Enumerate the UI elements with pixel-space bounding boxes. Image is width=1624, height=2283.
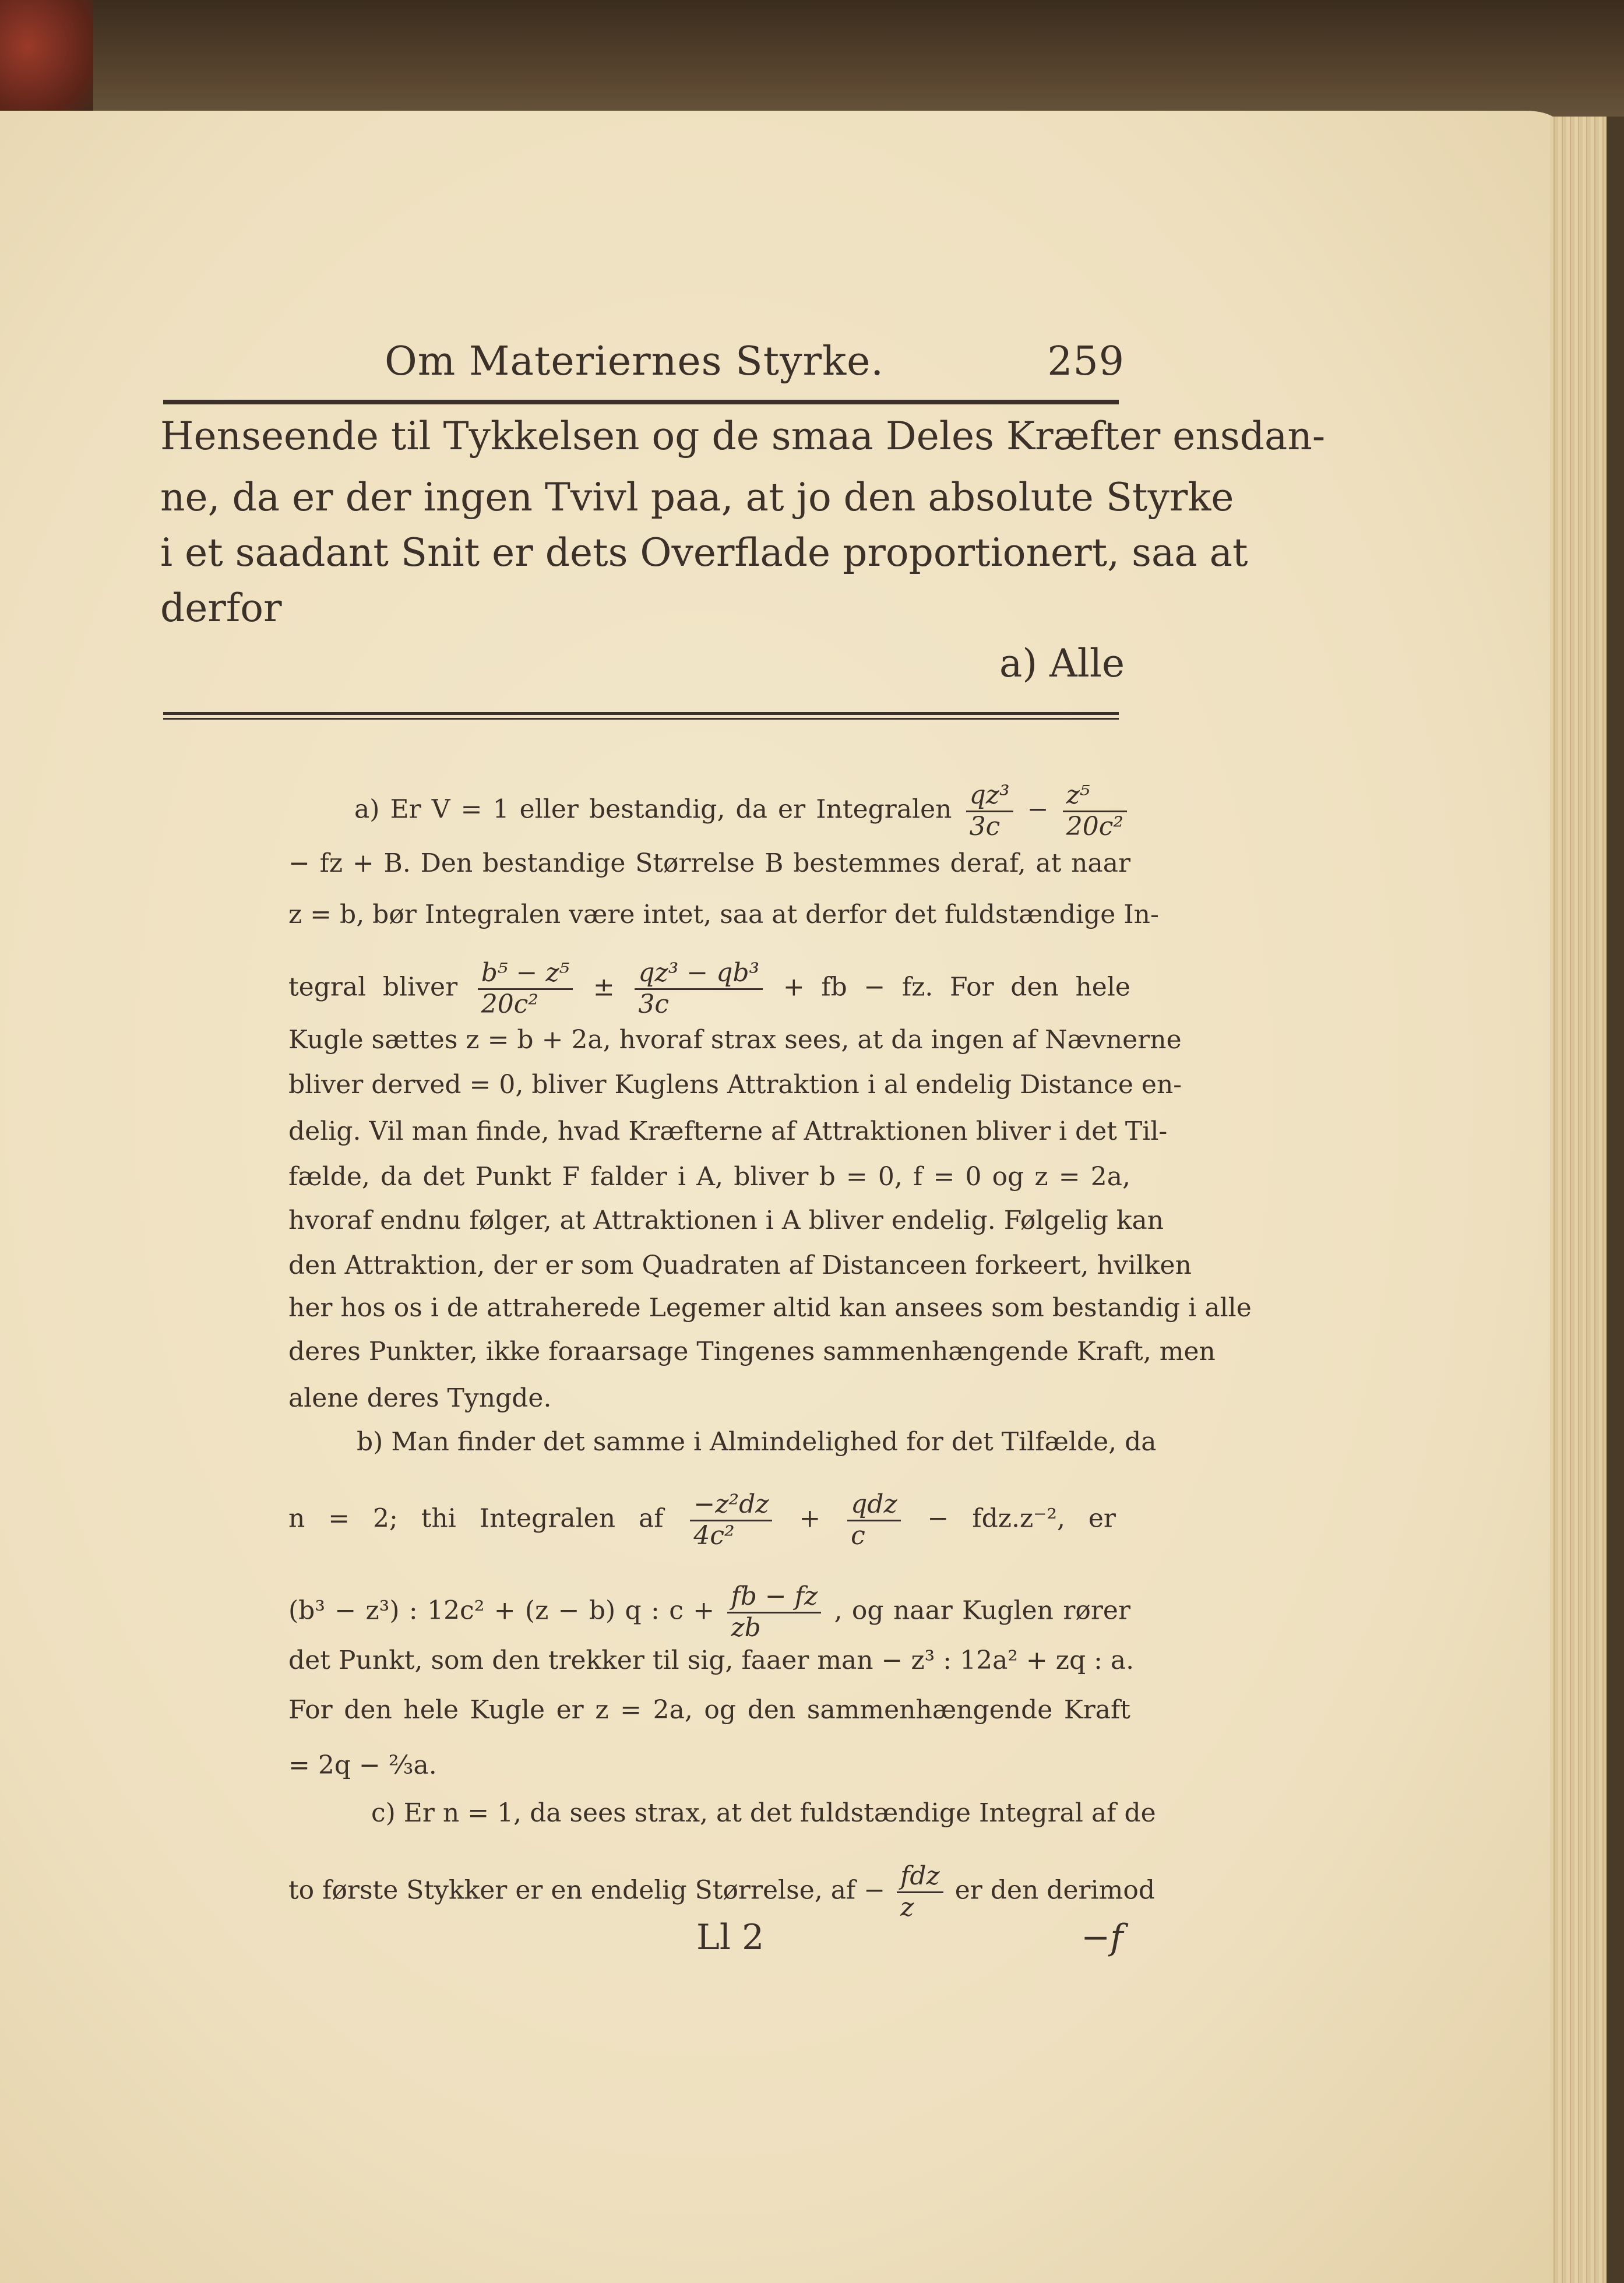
footnote-line: z = b, bør Integralen være intet, saa at derfor det fuldstændige In- xyxy=(288,900,1159,929)
footnote-line: fælde, da det Punkt F falder i A, bliver b = 0, f = 0 og z = 2a, xyxy=(288,1162,1130,1192)
footnote-text: + fb − fz. For den hele xyxy=(783,972,1130,1002)
footnote-text: a) Er V = 1 eller bestandig, da er Integralen xyxy=(354,794,952,825)
fraction xyxy=(1063,781,1127,841)
numerator: qz³ − qb³ xyxy=(635,959,763,990)
fraction xyxy=(635,959,763,1019)
footer-catchword: −f xyxy=(1081,1917,1123,1958)
denominator: 4c² xyxy=(693,1520,735,1551)
footnote-line xyxy=(288,1861,1155,1922)
footnote-text: − fdz.z⁻², er xyxy=(927,1503,1116,1534)
denominator: 3c xyxy=(969,811,1001,841)
denominator: 3c xyxy=(638,989,670,1019)
footnote-text: , og naar Kuglen rører xyxy=(834,1595,1130,1626)
footnote-text: to første Stykker er en endelig Størrelse, af − xyxy=(288,1875,886,1905)
footnote-rule-top xyxy=(163,712,1119,715)
fraction xyxy=(897,1862,943,1922)
signature-mark: Ll 2 xyxy=(696,1917,765,1958)
footnote-line: delig. Vil man finde, hvad Kræfterne af Attraktionen bliver i det Til- xyxy=(288,1116,1168,1146)
footnote-line: c) Er n = 1, da sees strax, at det fuldstændige Integral af de xyxy=(371,1798,1156,1828)
footnote-line: hvoraf endnu følger, at Attraktionen i A bliver endelig. Følgelig kan xyxy=(288,1206,1164,1235)
footnote-line: For den hele Kugle er z = 2a, og den sammenhængende Kraft xyxy=(288,1695,1130,1725)
body-line: derfor xyxy=(160,586,282,630)
footnote-line xyxy=(288,1581,1130,1643)
footnote-line: b) Man finder det samme i Almindelighed for det Tilfælde, da xyxy=(357,1427,1157,1457)
fraction xyxy=(847,1490,901,1551)
fraction xyxy=(727,1582,821,1643)
numerator: fb − fz xyxy=(727,1582,821,1613)
catchword: a) Alle xyxy=(999,641,1125,686)
fraction xyxy=(966,781,1013,841)
body-line: Henseende til Tykkelsen og de smaa Deles Kræfter ensdan- xyxy=(160,414,1326,459)
denominator: zb xyxy=(731,1612,761,1643)
body-line: ne, da er der ingen Tvivl paa, at jo den absolute Styrke xyxy=(160,475,1234,520)
fraction xyxy=(478,959,573,1019)
footnote-line: = 2q − ⅔a. xyxy=(288,1750,437,1780)
operator: ± xyxy=(593,972,615,1002)
numerator: b⁵ − z⁵ xyxy=(478,959,573,990)
footnote-text: tegral bliver xyxy=(288,972,458,1002)
footnote-rule-bottom xyxy=(163,718,1119,720)
footnote-line: bliver derved = 0, bliver Kuglens Attraktion i al endelig Distance en- xyxy=(288,1070,1182,1100)
denominator: c xyxy=(851,1520,865,1551)
footnote-line xyxy=(354,780,1130,841)
footnote-text: n = 2; thi Integralen af xyxy=(288,1503,664,1534)
footnote-line: alene deres Tyngde. xyxy=(288,1383,552,1413)
numerator: −z²dz xyxy=(690,1490,772,1521)
numerator: qdz xyxy=(847,1490,901,1521)
fraction xyxy=(690,1490,772,1551)
footnote-line: den Attraktion, der er som Quadraten af Distanceen forkeert, hvilken xyxy=(288,1250,1192,1280)
footnote-line: Kugle sættes z = b + 2a, hvoraf strax sees, at da ingen af Nævnerne xyxy=(288,1025,1182,1055)
footnote-line: det Punkt, som den trekker til sig, faaer man − z³ : 12a² + zq : a. xyxy=(288,1646,1135,1675)
footnote-line: − fz + B. Den bestandige Størrelse B bestemmes deraf, at naar xyxy=(288,848,1130,878)
numerator: qz³ xyxy=(966,781,1013,812)
footnote-text: (b³ − z³) : 12c² + (z − b) q : c + xyxy=(288,1595,715,1626)
footnote-line xyxy=(288,958,1130,1019)
numerator: z⁵ xyxy=(1063,781,1127,812)
header-rule xyxy=(163,400,1119,404)
body-line: i et saadant Snit er dets Overflade proportionert, saa at xyxy=(160,530,1248,575)
operator: − xyxy=(1027,794,1049,825)
operator: + xyxy=(799,1503,821,1534)
footnote-line xyxy=(288,1489,1116,1551)
footnote-line: her hos os i de attraherede Legemer altid kan ansees som bestandig i alle xyxy=(288,1293,1252,1323)
running-title: Om Materiernes Styrke. xyxy=(385,338,885,385)
footnote-line: deres Punkter, ikke foraarsage Tingenes sammenhængende Kraft, men xyxy=(288,1337,1216,1366)
denominator: z xyxy=(900,1892,914,1922)
running-header xyxy=(385,335,1125,387)
page-number: 259 xyxy=(1047,338,1125,385)
page-edges xyxy=(1550,117,1624,2283)
denominator: 20c² xyxy=(481,989,539,1019)
numerator: fdz xyxy=(897,1862,943,1893)
book-cover-corner xyxy=(0,0,93,117)
footnote-text: er den derimod xyxy=(954,1875,1155,1905)
denominator: 20c² xyxy=(1066,811,1123,841)
